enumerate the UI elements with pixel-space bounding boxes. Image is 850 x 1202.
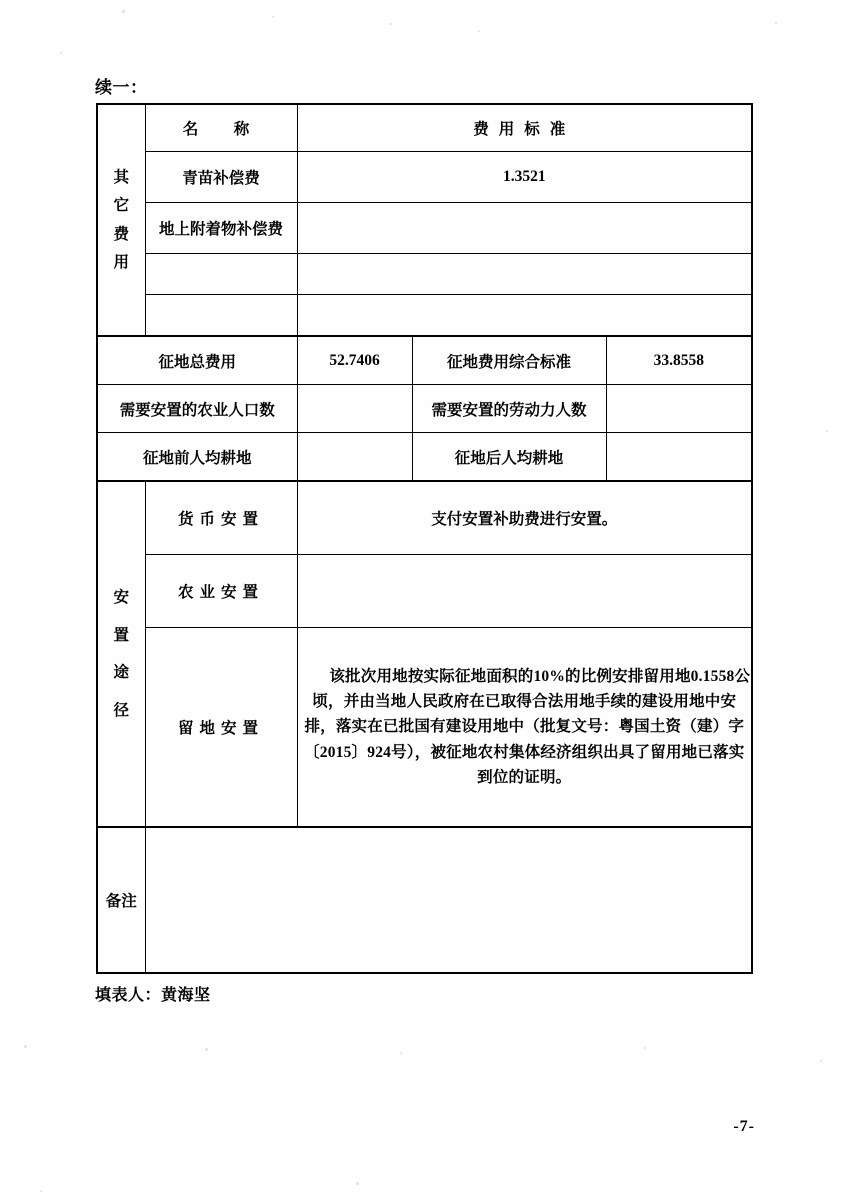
table-row-total-cost xyxy=(97,336,752,385)
column-header-fee-standard: 费用标准 xyxy=(297,104,752,152)
table-row-reserved-land-resettlement xyxy=(97,628,752,828)
table-row-seedling-compensation xyxy=(97,152,752,203)
fee-name-blank-2 xyxy=(145,295,297,337)
label-char: 其 xyxy=(113,168,129,186)
label-agricultural-population: 需要安置的农业人口数 xyxy=(97,385,297,433)
content-remarks xyxy=(145,827,752,973)
label-char: 费 xyxy=(113,225,129,243)
content-agricultural-resettlement xyxy=(297,555,752,628)
label-reserved-land-resettlement: 留地安置 xyxy=(145,628,297,828)
fee-value-blank-2 xyxy=(297,295,752,337)
table-row-agricultural-population xyxy=(97,385,752,433)
table-row-agricultural-resettlement xyxy=(97,555,752,628)
label-arable-before: 征地前人均耕地 xyxy=(97,433,297,482)
column-header-name: 名 称 xyxy=(145,104,297,152)
table-row-other-fees-header xyxy=(97,104,752,152)
label-total-land-cost: 征地总费用 xyxy=(97,336,297,385)
fee-value-seedling: 1.3521 xyxy=(297,152,752,203)
fee-name-seedling: 青苗补偿费 xyxy=(145,152,297,203)
label-arable-after: 征地后人均耕地 xyxy=(412,433,606,482)
table-row-other-fee-blank-1 xyxy=(97,254,752,295)
table-row-other-fee-blank-2 xyxy=(97,295,752,337)
value-labor-force-count xyxy=(606,385,752,433)
content-reserved-land-resettlement: 该批次用地按实际征地面积的10%的比例安排留用地0.1558公顷，并由当地人民政府在已取得合法用地手续的建设用地中安排，落实在已批国有建设用地中（批复文号：粤国土资（建）字〔2015〕924号），被征地农村集体经济组织出具了留用地已落实到位的证明。 xyxy=(297,628,752,828)
fee-name-attachments: 地上附着物补偿费 xyxy=(145,203,297,254)
label-char: 径 xyxy=(113,701,129,719)
label-agricultural-resettlement: 农业安置 xyxy=(145,555,297,628)
table-row-remarks xyxy=(97,827,752,973)
label-monetary-resettlement: 货币安置 xyxy=(145,481,297,555)
table-row-arable-land xyxy=(97,433,752,482)
row-label-resettlement-method xyxy=(97,481,145,827)
value-arable-after xyxy=(606,433,752,482)
content-monetary-resettlement: 支付安置补助费进行安置。 xyxy=(297,481,752,555)
fee-value-blank-1 xyxy=(297,254,752,295)
label-char: 途 xyxy=(113,664,129,681)
label-char: 安 xyxy=(113,589,129,606)
label-char: 置 xyxy=(113,626,129,644)
row-label-other-fees xyxy=(97,104,145,336)
table-row-monetary-resettlement xyxy=(97,481,752,555)
continued-label: 续一： xyxy=(95,78,148,97)
value-comprehensive-standard: 33.8558 xyxy=(606,336,752,385)
label-remarks: 备注 xyxy=(97,827,145,973)
value-agricultural-population xyxy=(297,385,412,433)
page-number: -7- xyxy=(733,1118,755,1135)
label-char: 它 xyxy=(113,197,129,214)
label-comprehensive-standard: 征地费用综合标准 xyxy=(412,336,606,385)
table-row-attachment-compensation xyxy=(97,203,752,254)
fee-name-blank-1 xyxy=(145,254,297,295)
fee-value-attachments xyxy=(297,203,752,254)
label-char: 用 xyxy=(113,254,129,271)
land-acquisition-form-table xyxy=(96,103,753,974)
preparer-line: 填表人：黄海坚 xyxy=(95,987,211,1004)
value-total-land-cost: 52.7406 xyxy=(297,336,412,385)
label-labor-force-count: 需要安置的劳动力人数 xyxy=(412,385,606,433)
value-arable-before xyxy=(297,433,412,482)
